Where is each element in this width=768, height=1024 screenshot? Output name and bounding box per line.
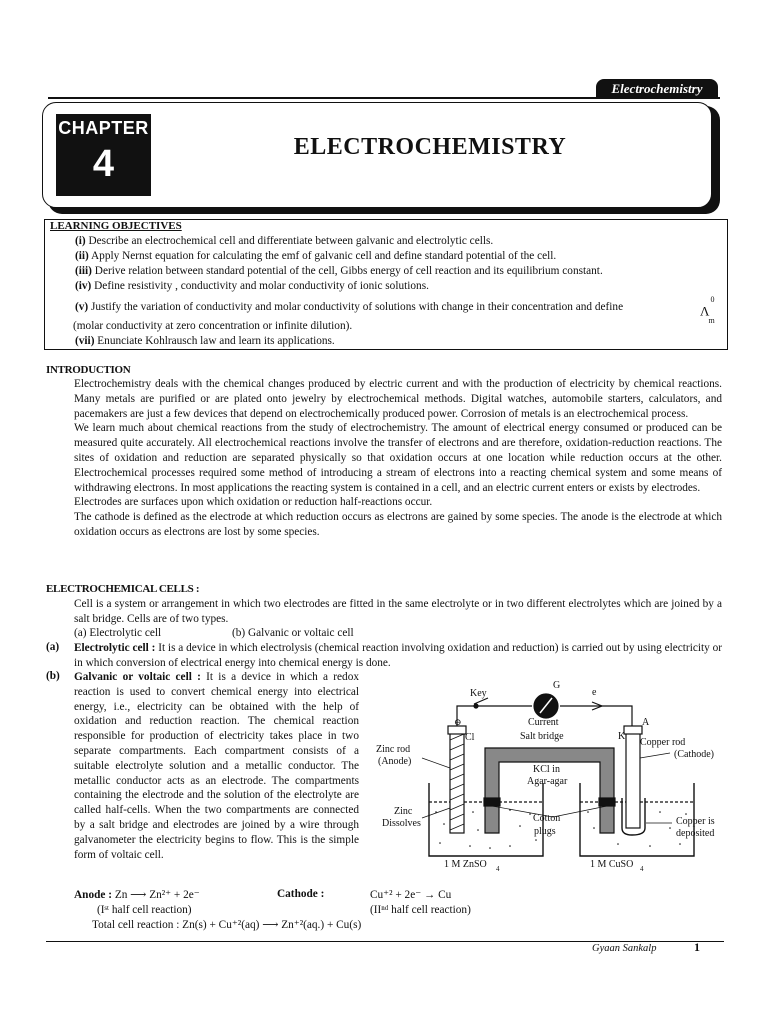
objective-item: (iv) Define resistivity , conductivity and molar conductivity of ionic solutions. — [75, 280, 429, 292]
cotton-plug-left — [484, 798, 500, 806]
ammeter-label: A — [642, 717, 650, 728]
total-reaction: Total cell reaction : Zn(s) + Cu⁺²(aq) ⟶ Zn⁺²(aq.) + Cu(s) — [92, 919, 362, 931]
chapter-word: CHAPTER — [58, 118, 149, 138]
copper-rod-label: Copper rod — [640, 737, 686, 748]
cl-ion: Cl — [465, 732, 475, 743]
key-label: Key — [470, 688, 487, 699]
k-ion: K — [618, 731, 626, 742]
electrolytic-def: Electrolytic cell : It is a device in which electrolysis (chemical reaction involving oxidation and reduction) is carried out by using electricity or in which conversion of electrical energy into chemical energy is done. — [74, 642, 723, 669]
cells-intro: Cell is a system or arrangement in which two electrodes are fitted in the same electrolyte or in two different electrolytes which are joined by a salt bridge. Cells are of two types. — [74, 598, 722, 625]
footer-brand: Gyaan Sankalp — [592, 943, 657, 954]
lambda-symbol: $\Lambda^0_m$ — [700, 295, 715, 325]
cuso4-label: 1 M CuSO — [590, 859, 634, 870]
intro-heading: INTRODUCTION — [46, 364, 131, 376]
salt-bridge-label: Salt bridge — [520, 731, 564, 742]
current-label: Current — [528, 717, 559, 728]
intro-paragraph: We learn much about chemical reactions from the study of electrochemistry. The amount of electrical energy consumed or produced can be measured quite accurately. All electrochemical reactions involve the transfer of electrons and are therefore, oxidation-reduction reactions. The sites of oxidation and reduction are separated physically so that oxidation occurs at one location while reduction occurs at the other. Electrochemical processes required some method of introducing a stream of electrons into a reacting chemical system and some means of withdrawing electrons. In most applications the reacting system is contained in a cell, and an electric current enters or exists by electrodes. — [74, 422, 722, 494]
svg-text:4: 4 — [640, 865, 644, 873]
copper-rod — [626, 733, 640, 828]
cathode-label: Cathode : — [277, 888, 325, 900]
intro-paragraph: The cathode is defined as the electrode at which reduction occurs as electrons are gained by some species. The anode is the electrode at which oxidation occurs as electrons are lost by some species. — [74, 511, 722, 538]
cotton-label: plugs — [534, 826, 556, 837]
cell-type-a: (a) Electrolytic cell — [74, 627, 162, 639]
objective-item: (v) Justify the variation of conductivity and molar conductivity of solutions with change in their concentration and define — [75, 301, 624, 313]
header-tag: Electrochemistry — [596, 79, 718, 98]
objective-item: (ii) Apply Nernst equation for calculating the emf of galvanic cell and define standard potential of the cell. — [75, 250, 557, 262]
intro-paragraph: Electrodes are surfaces upon which oxidation or reduction half-reactions occur. — [74, 496, 433, 509]
znso4-label: 1 M ZnSO — [444, 859, 487, 870]
cotton-plug-right — [599, 798, 615, 806]
zinc-dissolves-label: Dissolves — [382, 818, 421, 829]
objective-item: (iii) Derive relation between standard potential of the cell, Gibbs energy of cell reaction and its equilibrium constant. — [75, 265, 603, 277]
page-title: ELECTROCHEMISTRY — [293, 134, 567, 160]
objectives-box — [44, 219, 728, 350]
marker-a: (a) — [46, 641, 60, 653]
first-half-label: (Iˢᵗ half cell reaction) — [97, 904, 192, 916]
svg-text:4: 4 — [496, 865, 500, 873]
page-number: 1 — [694, 940, 700, 954]
objectives-heading: LEARNING OBJECTIVES — [50, 220, 182, 232]
anode-reaction: Anode : Zn ⟶ Zn²⁺ + 2e⁻ — [74, 889, 200, 901]
kcl-label: KCl in — [533, 764, 560, 775]
wire-left — [457, 706, 532, 726]
zinc-dissolves-label: Zinc — [394, 806, 413, 817]
cells-heading: ELECTROCHEMICAL CELLS : — [46, 583, 200, 595]
anode-label: (Anode) — [378, 756, 412, 767]
galvanic-def: Galvanic or voltaic cell : It is a device in which a redox reaction is used to convert chemical energy into electrical energy, i.e., electricity can be obtained with the help of oxidation and reduction reaction. The chemical reaction responsible for production of electricity takes place in two separate compartments. Each compartment consists of a suitable electrolyte solution and a metallic conductor. The metallic conductor acts as an electrode. The compartments containing the electrode and the solution of the electrolyte are called half-cells. When the two compartments are connected by a salt bridge and electrodes are joined by a wire through galvanometer the electricity begins to flow. This is the simple form of voltaic cell. — [74, 671, 360, 861]
objective-item: (i) Describe an electrochemical cell and differentiate between galvanic and electrolytic cells. — [75, 235, 494, 247]
copper-deposited-label: deposited — [676, 828, 715, 839]
wire-right — [560, 706, 632, 730]
galvanometer-label: G — [553, 680, 561, 691]
chapter-box — [56, 114, 151, 196]
zinc-rod — [450, 733, 464, 833]
agar-label: Agar-agar — [527, 776, 568, 787]
second-half-label: (IIⁿᵈ half cell reaction) — [370, 904, 471, 916]
galvanic-cell-diagram — [370, 678, 722, 878]
marker-b: (b) — [46, 670, 60, 682]
chapter-number: 4 — [92, 143, 115, 185]
minus-sign: ⊖ — [454, 717, 462, 727]
cell-type-b: (b) Galvanic or voltaic cell — [232, 627, 354, 639]
electron-label: e — [592, 687, 597, 698]
objective-item: (vii) Enunciate Kohlrausch law and learn its applications. — [75, 335, 335, 347]
intro-paragraph: Electrochemistry deals with the chemical changes produced by electric current and with the production of electricity by chemical reactions. Many metals are purified or are plated onto jewelry by electrochemical methods. Digital watches, automobile starters, calculators, and pacemakers are just a few devices that depend on electrochemically produced power. Corrosion of metals is an electrochemical process. — [74, 378, 722, 420]
cotton-label: Cotton — [533, 813, 561, 824]
footer-rule — [46, 941, 724, 942]
intro-body — [74, 377, 722, 540]
objective-item: (molar conductivity at zero concentration or infinite dilution). — [73, 320, 353, 332]
cathode-reaction: Cu⁺² + 2e⁻ → Cu — [370, 889, 452, 901]
zinc-rod-label: Zinc rod — [376, 744, 411, 755]
cathode-label: (Cathode) — [674, 749, 714, 760]
copper-deposited-label: Copper is — [676, 816, 715, 827]
header-rule — [48, 97, 720, 99]
